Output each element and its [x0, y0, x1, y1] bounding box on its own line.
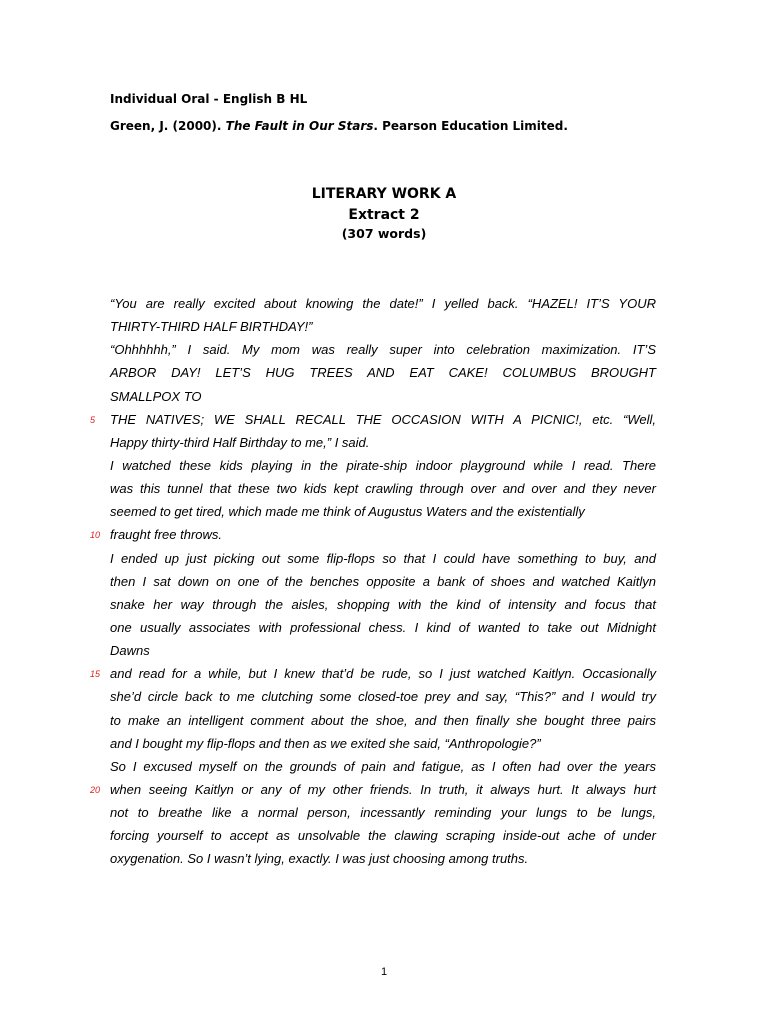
page-number: 1: [380, 966, 388, 978]
line-text: she’d circle back to me clutching some closed-toe prey and say, “This?” and I would try: [110, 689, 656, 705]
text-line: [90, 408, 656, 431]
text-line: [90, 523, 656, 546]
line-text: I ended up just picking out some flip-flops so that I could have something to buy, and: [110, 550, 656, 566]
line-text: fraught free throws.: [110, 527, 222, 543]
text-line: [110, 431, 656, 454]
line-text: seemed to get tired, which made me think of Augustus Waters and the existentially: [110, 504, 585, 520]
line-text: Dawns: [110, 643, 150, 659]
citation-title: The Fault in Our Stars: [225, 119, 374, 133]
line-number: 20: [90, 784, 101, 795]
text-line: [110, 709, 656, 732]
text-line: [110, 454, 656, 477]
text-line: [110, 801, 656, 824]
text-line: [110, 593, 656, 616]
line-text: THIRTY-THIRD HALF BIRTHDAY!”: [110, 319, 313, 335]
line-text: I watched these kids playing in the pirate-ship indoor playground while I read. There: [110, 457, 656, 473]
extract-body: [90, 292, 656, 871]
text-line: [90, 662, 656, 685]
citation-suffix: . Pearson Education Limited.: [373, 119, 568, 133]
line-text: and I bought my flip-flops and then as we exited she said, “Anthropologie?”: [110, 735, 541, 751]
line-number: 5: [90, 414, 96, 425]
line-text: was this tunnel that these two kids kept crawling through over and over and they never: [110, 481, 656, 497]
assignment-heading: Individual Oral - English B HL: [110, 92, 308, 106]
line-text: snake her way through the aisles, shopping with the kind of intensity and focus that: [110, 596, 656, 612]
line-text: forcing yourself to accept as unsolvable the clawing scraping inside-out ache of under: [110, 828, 656, 844]
line-text: then I sat down on one of the benches opposite a bank of shoes and watched Kaitlyn: [110, 573, 656, 589]
text-line: [110, 685, 656, 708]
line-text: to make an intelligent comment about the shoe, and then finally she bought three pairs: [110, 712, 656, 728]
text-line: [110, 616, 656, 639]
line-text: and read for a while, but I knew that’d be rude, so I just watched Kaitlyn. Occasionally: [110, 666, 656, 682]
text-line: [110, 847, 656, 870]
text-line: [110, 338, 656, 361]
text-line: [110, 385, 656, 408]
text-line: [90, 778, 656, 801]
line-text: Happy thirty-third Half Birthday to me,” I said.: [110, 434, 370, 450]
text-line: [110, 755, 656, 778]
text-line: [110, 315, 656, 338]
text-line: [110, 824, 656, 847]
text-line: [110, 639, 656, 662]
line-text: So I excused myself on the grounds of pain and fatigue, as I often had over the years: [110, 758, 656, 774]
citation-prefix: Green, J. (2000).: [110, 119, 226, 133]
word-count: (307 words): [341, 226, 427, 241]
text-line: [110, 500, 656, 523]
text-line: [110, 292, 656, 315]
text-line: [110, 477, 656, 500]
line-text: THE NATIVES; WE SHALL RECALL THE OCCASION WITH A PICNIC!, etc. “Well,: [110, 411, 656, 427]
line-text: when seeing Kaitlyn or any of my other friends. In truth, it always hurt. It always hurt: [110, 781, 656, 797]
line-text: one usually associates with professional chess. I kind of wanted to take out Midnight: [110, 619, 656, 635]
line-text: “You are really excited about knowing the date!” I yelled back. “HAZEL! IT’S YOUR: [110, 296, 656, 311]
text-line: [110, 732, 656, 755]
line-text: not to breathe like a normal person, incessantly reminding your lungs to be lungs,: [110, 805, 656, 821]
citation: [110, 118, 670, 134]
line-text: SMALLPOX TO: [110, 388, 202, 404]
line-number: 15: [90, 669, 101, 680]
text-line: [110, 570, 656, 593]
text-line: [110, 361, 656, 384]
line-number: 10: [90, 530, 101, 541]
line-text: ARBOR DAY! LET’S HUG TREES AND EAT CAKE! COLUMBUS BROUGHT: [110, 365, 656, 381]
line-text: “Ohhhhhh,” I said. My mom was really super into celebration maximization. IT’S: [110, 342, 656, 358]
work-title: LITERARY WORK A: [311, 186, 457, 202]
extract-title: Extract 2: [348, 207, 420, 223]
line-text: oxygenation. So I wasn’t lying, exactly. I was just choosing among truths.: [110, 851, 529, 867]
text-line: [110, 547, 656, 570]
